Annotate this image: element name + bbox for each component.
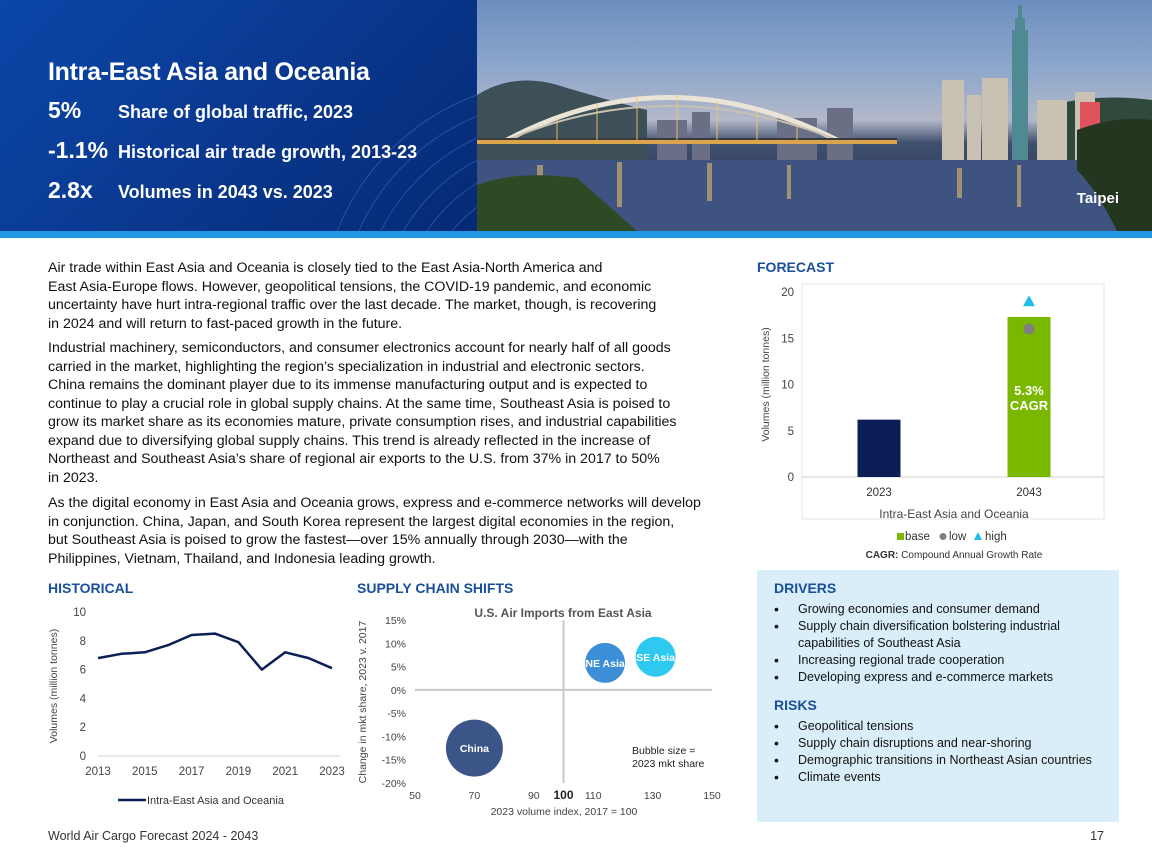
page-title: Intra-East Asia and Oceania xyxy=(48,58,370,86)
cagr-note-bold: CAGR: xyxy=(865,550,899,561)
legend-low-label: low xyxy=(949,531,967,543)
y-tick-label: 6 xyxy=(79,664,86,677)
paragraph-1 xyxy=(48,259,720,333)
y-tick-label: -15% xyxy=(381,754,406,767)
text-line: Philippines, Vietnam, Thailand, and Indonesia leading growth. xyxy=(48,550,436,567)
legend-low-swatch xyxy=(940,533,947,540)
legend-base-swatch xyxy=(897,533,904,540)
photo-caption: Taipei xyxy=(1076,190,1119,207)
list-item: • Developing express and e-commerce markets xyxy=(774,669,1110,686)
y-tick-label: 15 xyxy=(781,333,794,346)
forecast-heading: FORECAST xyxy=(757,259,834,275)
x-tick-label: 50 xyxy=(409,790,421,802)
y-tick-label: 10 xyxy=(781,379,794,392)
bubble-size-note: 2023 mkt share xyxy=(632,758,705,770)
paragraph-3 xyxy=(48,494,720,568)
stat-value: 2.8x xyxy=(48,177,93,203)
list-item: • Supply chain diversification bolstering industrial capabilities of Southeast Asia xyxy=(774,618,1110,652)
x-tick-label: 130 xyxy=(643,790,662,802)
stat-value: -1.1% xyxy=(48,137,109,163)
text-line: Northeast and Southeast Asia’s share of regional air exports to the U.S. from 37% in 2017 to 50% xyxy=(48,451,660,467)
y-tick-label: 0 xyxy=(79,751,86,763)
x-tick-label: 150 xyxy=(703,790,721,802)
text-line: As the digital economy in East Asia and Oceania grows, express and e-commerce networks will develop xyxy=(48,495,701,511)
y-tick-label: 0 xyxy=(787,472,794,484)
drivers-risks-panel xyxy=(757,570,1119,822)
stat-value: 5% xyxy=(48,97,82,123)
cagr-note xyxy=(866,550,1043,561)
drivers-list xyxy=(774,601,1110,686)
legend-high-swatch xyxy=(974,532,982,540)
x-tick-label: 2013 xyxy=(85,766,111,778)
chart-title: U.S. Air Imports from East Asia xyxy=(474,606,652,620)
text-line: but Southeast Asia is poised to grow the fastest—over 15% annually through 2030—with the xyxy=(48,532,628,548)
paragraph-2 xyxy=(48,339,720,487)
y-tick-label: 10 xyxy=(73,607,86,619)
y-tick-label: 2 xyxy=(79,722,86,735)
header-panel xyxy=(0,0,477,231)
plot-area xyxy=(802,284,1104,519)
bubble-size-note: Bubble size = xyxy=(632,745,696,757)
text-line: in 2024 and will return to fast-paced growth in the future. xyxy=(48,315,403,332)
cagr-note-text: Compound Annual Growth Rate xyxy=(898,550,1043,561)
y-tick-label: 4 xyxy=(79,693,86,706)
y-tick-label: 0% xyxy=(390,684,406,697)
x-axis-label: 2023 volume index, 2017 = 100 xyxy=(490,806,638,818)
x-tick-label: 2021 xyxy=(272,766,298,778)
legend-label: Intra-East Asia and Oceania xyxy=(147,795,284,807)
x-axis-label: Intra-East Asia and Oceania xyxy=(879,507,1029,521)
x-tick-label: 2043 xyxy=(1016,487,1042,499)
text-line: continue to play a crucial role in global supply chains. At the same time, Southeast Asia is poised to xyxy=(48,395,671,412)
x-tick-label: 2023 xyxy=(866,487,892,499)
bubble-label: NE Asia xyxy=(585,657,625,670)
text-line: Air trade within East Asia and Oceania is closely tied to the East Asia-North America and xyxy=(48,260,603,276)
y-tick-label: 5% xyxy=(390,661,406,674)
forecast-chart xyxy=(757,278,1119,568)
footer-title: World Air Cargo Forecast 2024 - 2043 xyxy=(48,829,259,843)
y-tick-label: 5 xyxy=(787,425,794,438)
historical-chart xyxy=(40,598,350,813)
text-line: in conjunction. China, Japan, and South Korea represent the largest digital economies in the region, xyxy=(48,513,675,530)
series-line xyxy=(98,634,332,670)
risks-heading: RISKS xyxy=(774,697,817,713)
text-line: Industrial machinery, semiconductors, and consumer electronics account for nearly half of all goods xyxy=(48,340,671,356)
x-tick-label: 110 xyxy=(584,790,602,802)
legend-base-label: base xyxy=(905,531,930,543)
x-tick-label: 70 xyxy=(468,790,481,802)
list-item: • Demographic transitions in Northeast Asian countries xyxy=(774,752,1110,769)
low-marker xyxy=(1024,324,1035,335)
stat-label: Historical air trade growth, 2013-23 xyxy=(118,142,418,162)
y-axis-label: Change in mkt share, 2023 v. 2017 xyxy=(357,620,369,784)
cagr-label: 5.3% xyxy=(1014,383,1044,398)
text-line: carried in the market, highlighting the region’s specialization in industrial and electronic sectors. xyxy=(48,358,645,375)
list-item: • Supply chain disruptions and near-shoring xyxy=(774,735,1110,752)
supply-chain-chart xyxy=(355,600,735,820)
header-divider xyxy=(0,231,1152,238)
list-item: • Climate events xyxy=(774,769,1110,786)
x-tick-label: 2023 xyxy=(319,766,345,778)
legend-high-label: high xyxy=(985,531,1007,543)
bar-2023 xyxy=(858,420,901,477)
list-item: • Geopolitical tensions xyxy=(774,718,1110,735)
drivers-heading: DRIVERS xyxy=(774,580,837,596)
text-line: expand due to diversifying global supply chains. This trend is already reflected in the increase of xyxy=(48,432,651,449)
stat-label: Volumes in 2043 vs. 2023 xyxy=(118,182,333,202)
text-line: uncertainty have hurt intra-regional traffic over the last decade. The market, though, is recovering xyxy=(48,297,657,313)
y-tick-label: 15% xyxy=(384,615,406,627)
risks-list xyxy=(774,718,1110,786)
page-number: 17 xyxy=(1090,829,1104,843)
y-tick-label: 10% xyxy=(384,638,406,651)
x-tick-label: 2017 xyxy=(178,766,205,778)
cagr-label: CAGR xyxy=(1009,398,1049,413)
text-line: East Asia-Europe flows. However, geopolitical tensions, the COVID-19 pandemic, and economic xyxy=(48,278,652,295)
y-tick-label: 8 xyxy=(79,635,86,648)
stat-label: Share of global traffic, 2023 xyxy=(118,102,354,122)
list-item: • Growing economies and consumer demand xyxy=(774,601,1110,618)
list-item: • Increasing regional trade cooperation xyxy=(774,652,1110,669)
y-tick-label: 20 xyxy=(781,287,794,299)
y-axis-label: Volumes (million tonnes) xyxy=(760,327,772,442)
taipei-skyline-illustration xyxy=(477,0,1152,231)
y-axis-label: Volumes (million tonnes) xyxy=(48,628,60,744)
text-line: in 2023. xyxy=(48,469,99,486)
y-tick-label: -10% xyxy=(381,731,406,744)
bubble-label: SE Asia xyxy=(636,651,675,664)
x-tick-label: 90 xyxy=(527,790,540,802)
bubble-label: China xyxy=(459,743,489,756)
x-tick-label: 100 xyxy=(553,788,574,802)
historical-heading: HISTORICAL xyxy=(48,580,134,596)
x-tick-label: 2019 xyxy=(225,766,252,778)
x-tick-label: 2015 xyxy=(132,766,158,778)
y-tick-label: -20% xyxy=(381,778,406,790)
text-line: China remains the dominant player due to its immense manufacturing output and is expected to xyxy=(48,377,648,393)
text-line: grow its market share as its economies mature, private consumption rises, and industrial capabilities xyxy=(48,414,677,430)
supply-chain-heading: SUPPLY CHAIN SHIFTS xyxy=(357,580,514,596)
y-tick-label: -5% xyxy=(387,708,406,721)
city-photo xyxy=(477,0,1152,231)
